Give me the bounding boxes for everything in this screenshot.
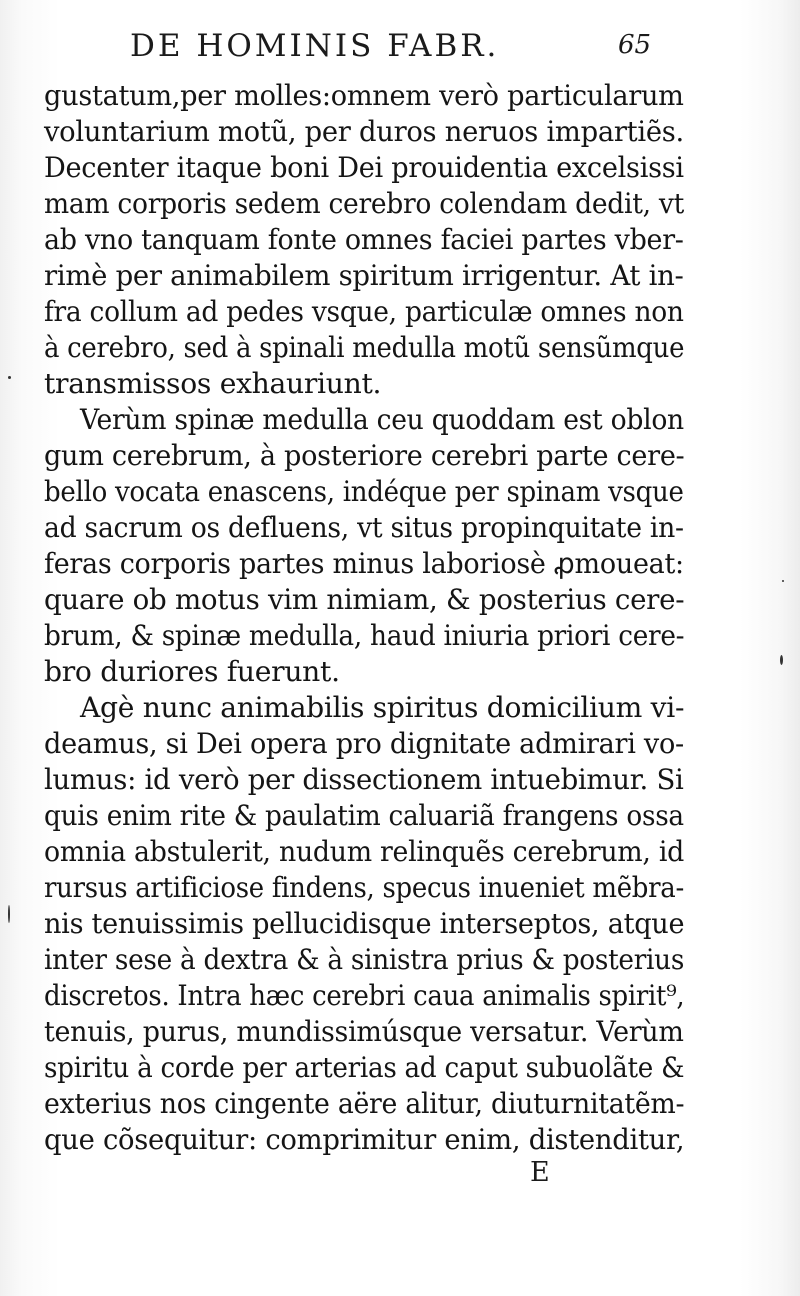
text-line-30: que cõsequitur: comprimitur enim, distenditur, [44, 1123, 685, 1156]
text-line-1: gustatum,per molles:omnem verò particularum [44, 79, 684, 112]
text-line-26: discretos. Intra hæc cerebri caua animalis spirit⁹, [44, 979, 685, 1012]
text-line-7: fra collum ad pedes vsque, particulæ omnes non [44, 295, 684, 328]
ink-speck [780, 655, 783, 665]
text-line-24: nis tenuissimis pellucidisque interseptos, atque [44, 907, 685, 940]
text-line-9: transmissos exhauriunt. [44, 367, 382, 400]
text-line-13: ad sacrum os defluens, vt situs propinquitate in- [44, 511, 684, 544]
ink-speck [8, 376, 11, 379]
text-line-4: mam corporis sedem cerebro colendam dedit, vt [44, 187, 684, 220]
text-line-25: inter sese à dextra & à sinistra prius & posterius [44, 943, 685, 976]
text-line-19: deamus, si Dei opera pro dignitate admirari vo- [44, 727, 684, 760]
text-line-27: tenuis, purus, mundissimúsque versatur. Verùm [44, 1015, 684, 1048]
ink-speck [8, 905, 10, 923]
text-line-28: spiritu à corde per arterias ad caput subuolãte & [44, 1051, 685, 1084]
text-line-29: exterius nos cingente aëre alitur, diuturnitatẽm- [44, 1087, 685, 1120]
text-line-8: à cerebro, sed à spinali medulla motũ sensũmque [44, 331, 685, 364]
text-line-15: quare ob motus vim nimiam, & posterius cere- [44, 583, 685, 616]
text-line-17: bro duriores fuerunt. [44, 655, 340, 688]
text-line-11: gum cerebrum, à posteriore cerebri parte cere- [44, 439, 685, 472]
text-line-23: rursus artificiose findens, specus inueniet mẽbra- [44, 871, 684, 904]
text-line-16: brum, & spinæ medulla, haud iniuria priori cere- [44, 619, 685, 652]
text-line-21: quis enim rite & paulatim caluariã frangens ossa [44, 799, 684, 832]
text-line-3: Decenter itaque boni Dei prouidentia excelsissi [44, 151, 684, 184]
text-line-2: voluntarium motũ, per duros neruos impartiẽs. [44, 115, 684, 148]
text-line-22: omnia abstulerit, nudum relinquẽs cerebrum, id [44, 835, 684, 868]
text-line-20: lumus: id verò per dissectionem intuebimur. Si [44, 763, 684, 796]
text-line-12: bello vocata enascens, indéque per spinam vsque [44, 475, 684, 508]
text-line-18: Agè nunc animabilis spiritus domicilium vi- [80, 691, 685, 724]
running-title: DE HOMINIS FABR. [130, 28, 500, 64]
text-line-14: feras corporis partes minus laboriosè ꝓmoueat: [44, 547, 684, 580]
signature-mark: E [530, 1157, 550, 1188]
page-number: 65 [618, 30, 652, 60]
text-line-6: rimè per animabilem spiritum irrigentur. At in- [44, 259, 684, 292]
text-line-10: Verùm spinæ medulla ceu quoddam est oblon [80, 403, 684, 436]
text-line-5: ab vno tanquam fonte omnes faciei partes vber- [44, 223, 684, 256]
running-head [130, 28, 690, 76]
ink-speck [782, 580, 784, 582]
